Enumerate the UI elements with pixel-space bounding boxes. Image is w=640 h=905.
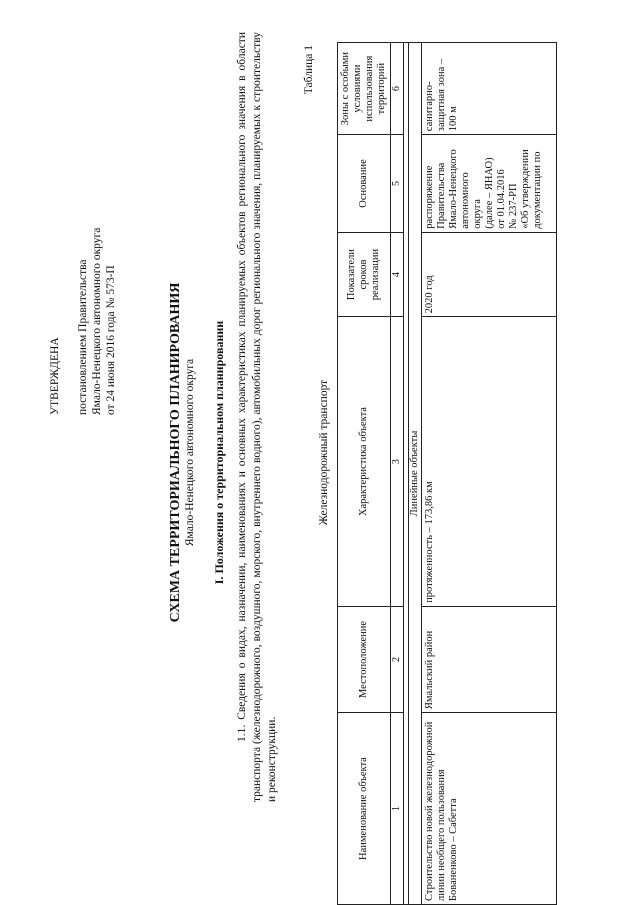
approval-stamp xyxy=(48,155,118,415)
column-number: 3 xyxy=(391,317,404,607)
approval-heading: УТВЕРЖДЕНА xyxy=(49,337,61,415)
cell-name: Строительство новой железнодорожной линии необщего пользования Бованенково – Сабетта xyxy=(422,713,557,905)
header-cell: Основание xyxy=(338,135,391,233)
header-cell: Показатели сроков реализации xyxy=(338,232,391,317)
group-row xyxy=(409,43,422,905)
cell-zones: санитарно- защитная зона – 100 м xyxy=(422,43,557,135)
header-cell: Характеристика объекта xyxy=(338,317,391,607)
intro-paragraph xyxy=(235,32,280,802)
group-label: Линейные объекты xyxy=(409,43,422,905)
header-cell: Наименование объекта xyxy=(338,713,391,905)
cell-characteristic: протяженность – 173,86 км xyxy=(422,317,557,607)
header-cell: Местоположение xyxy=(338,606,391,712)
table-subheading: Железнодорожный транспорт xyxy=(318,379,330,526)
column-number: 2 xyxy=(391,606,404,712)
intro-paragraph-text: 1.1. Сведения о видах, назначении, наименованиях и основных характеристиках планируемых объектов регионального значения в области транспорта (железнодорожного, воздушного, морского, внутреннего водного), автомобильных дорог регионального значения, планируемых к строительству и реконструкции. xyxy=(236,32,278,802)
planning-table xyxy=(337,42,557,905)
column-number: 1 xyxy=(391,713,404,905)
table-row xyxy=(422,43,557,905)
cell-basis: распоряжение Правительства Ямало-Ненецкого автономного округа (далее – ЯНАО) от 01.04.2016 № 237-РП «Об утверждении документации по xyxy=(422,135,557,233)
column-number: 5 xyxy=(391,135,404,233)
header-cell: Зоны с особыми условиями использования территорий xyxy=(338,43,391,135)
approval-line: Ямало-Ненецкого автономного округа xyxy=(91,227,103,415)
table-header-row xyxy=(338,43,391,905)
section-heading: I. Положения о территориальном планировании xyxy=(212,320,226,585)
column-number: 4 xyxy=(391,232,404,317)
cell-location: Ямальский район xyxy=(422,606,557,712)
column-number: 6 xyxy=(391,43,404,135)
column-number-row xyxy=(391,43,404,905)
document-title: СХЕМА ТЕРРИТОРИАЛЬНОГО ПЛАНИРОВАНИЯ xyxy=(168,282,183,623)
document-subtitle: Ямало-Ненецкого автономного округа xyxy=(184,358,196,547)
approval-line: от 24 июня 2016 года № 573-П xyxy=(105,265,117,415)
approval-line: постановлением Правительства xyxy=(77,259,89,415)
table-label: Таблица 1 xyxy=(303,45,315,95)
cell-term: 2020 год xyxy=(422,232,557,317)
